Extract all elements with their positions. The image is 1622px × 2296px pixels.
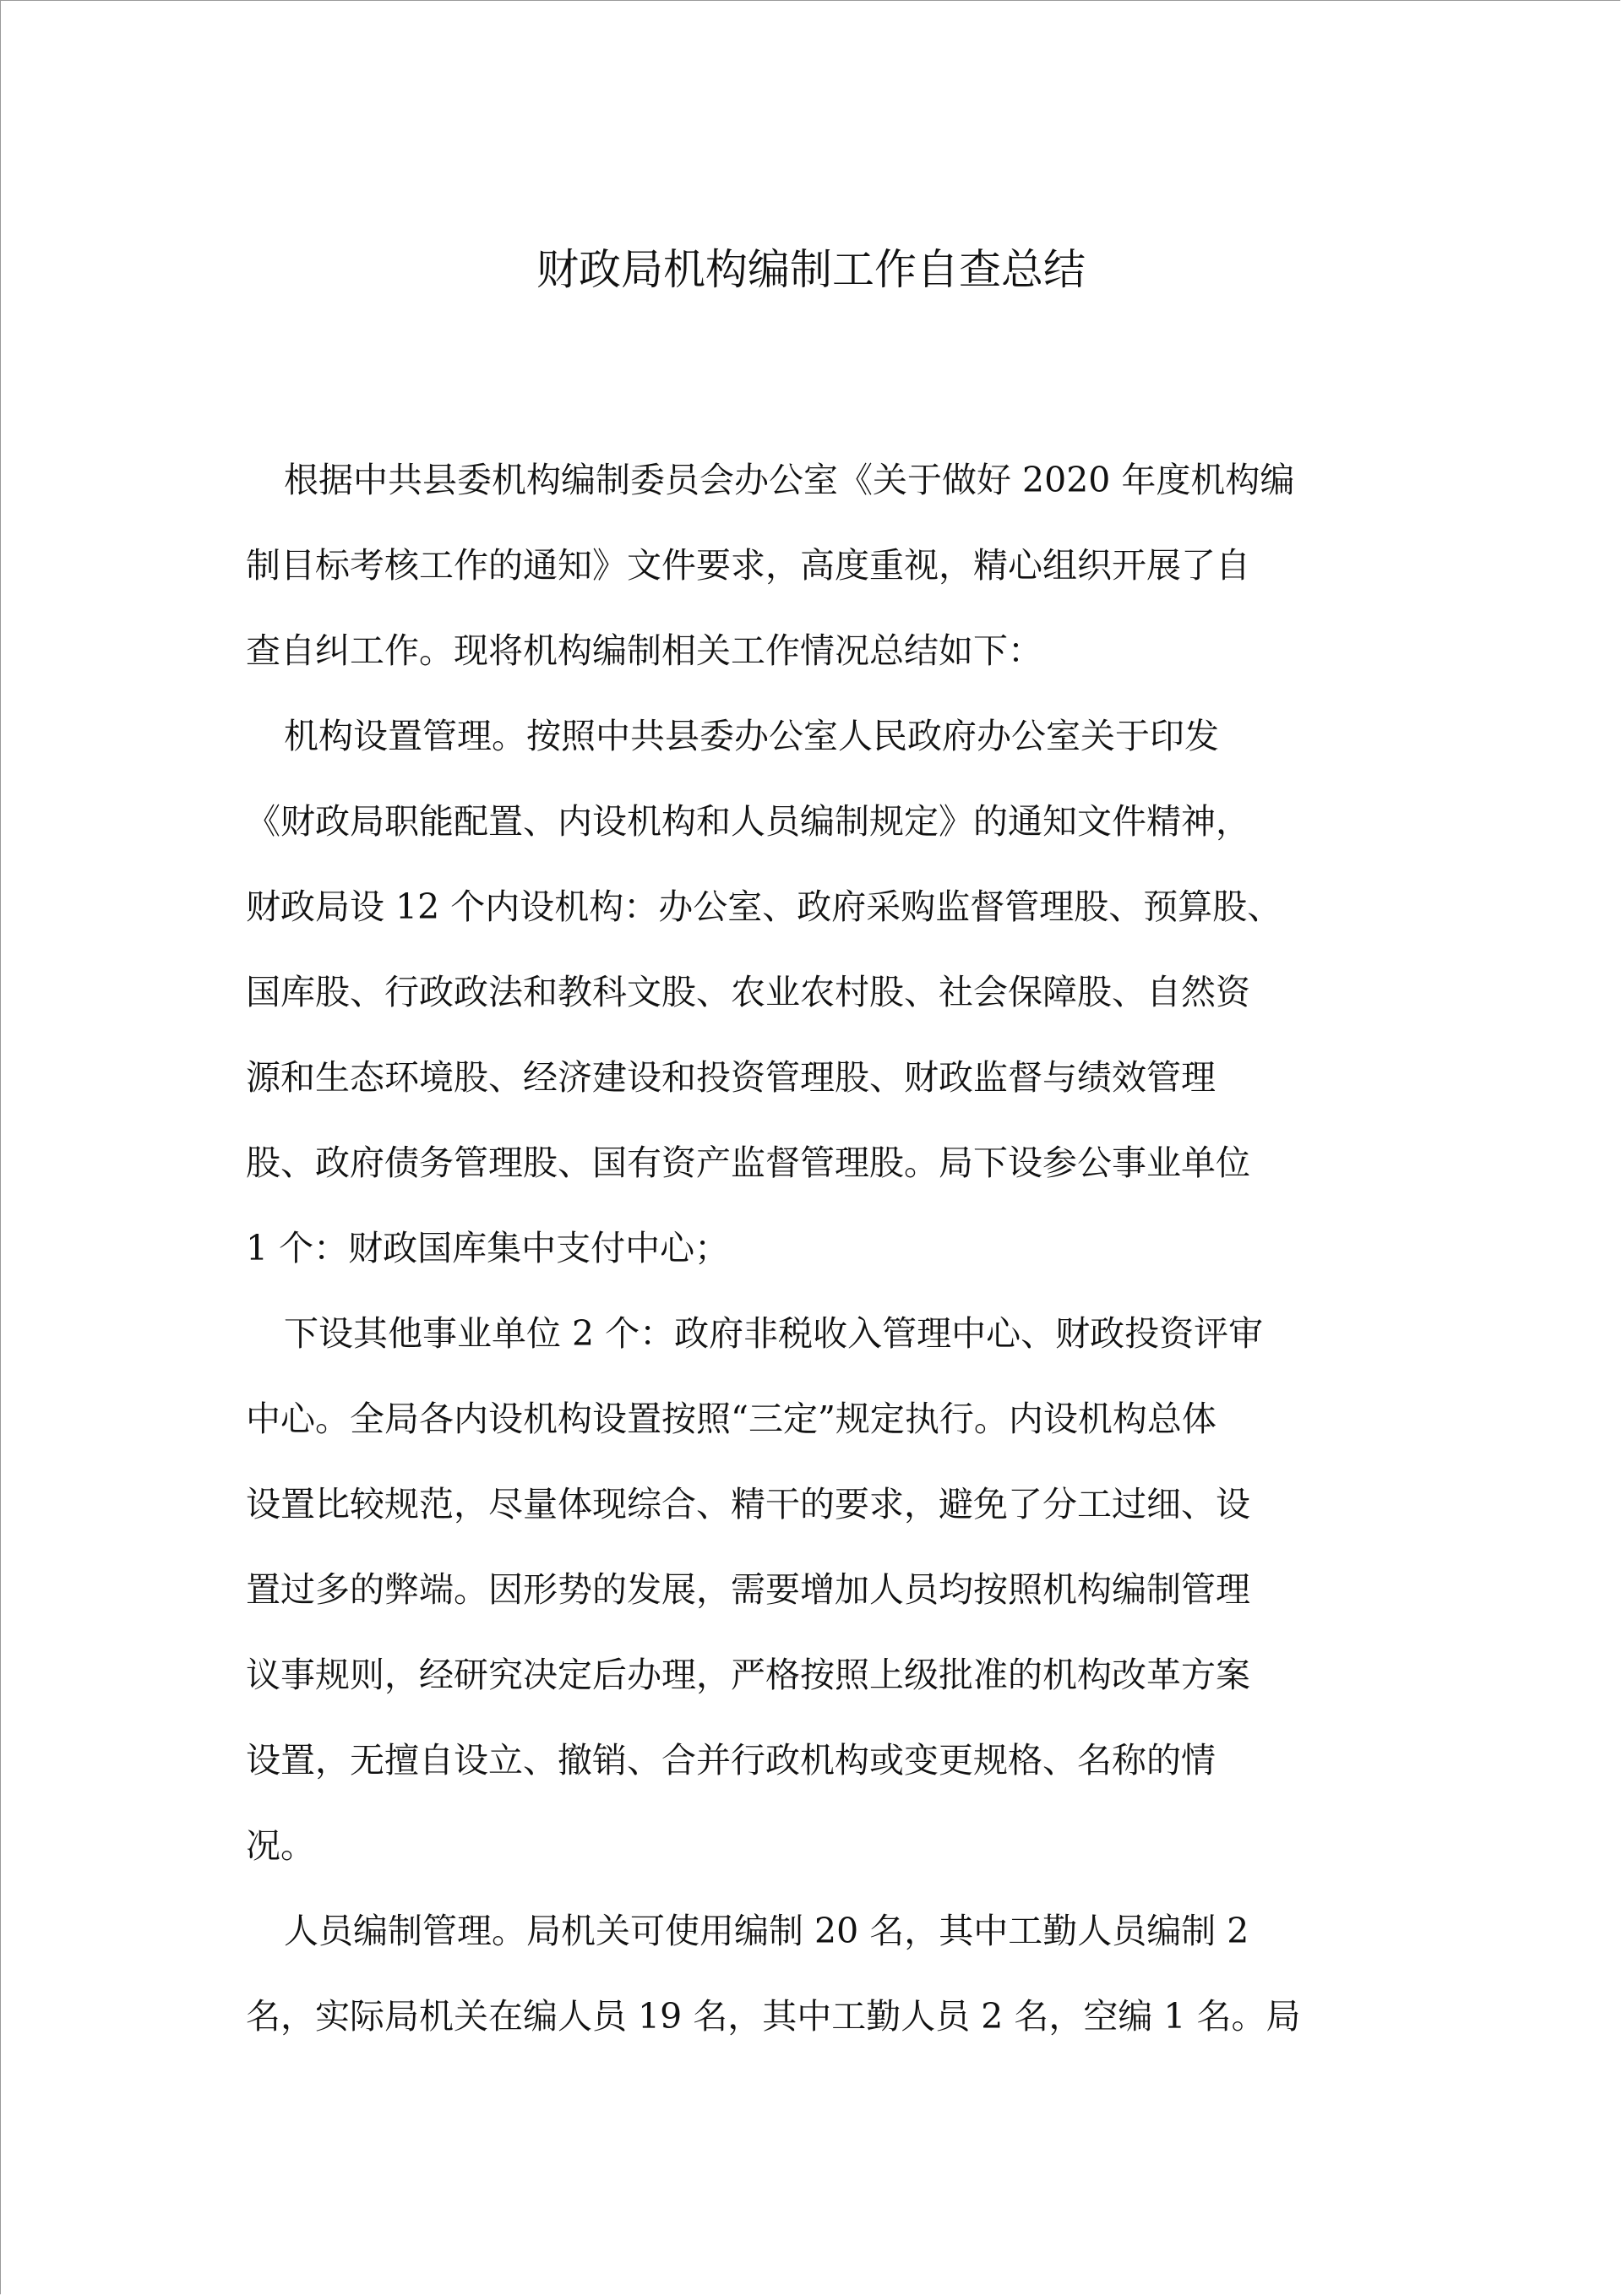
paragraph-intro <box>246 455 1378 711</box>
text-line: 议事规则，经研究决定后办理，严格按照上级批准的机构改革方案 <box>246 1655 1250 1695</box>
text-line: 财政局设 12 个内设机构：办公室、政府采购监督管理股、预算股、 <box>246 886 1282 927</box>
text-line: 国库股、行政政法和教科文股、农业农村股、社会保障股、自然资 <box>246 972 1250 1012</box>
text-line: 《财政局职能配置、内设机构和人员编制规定》的通知文件精神， <box>246 801 1250 842</box>
text-line: 设置比较规范，尽量体现综合、精干的要求，避免了分工过细、设 <box>246 1484 1250 1524</box>
text-line: 中心。全局各内设机构设置按照“三定”规定执行。内设机构总体 <box>246 1399 1216 1439</box>
text-line: 源和生态环境股、经济建设和投资管理股、财政监督与绩效管理 <box>246 1057 1216 1098</box>
text-line: 下设其他事业单位 2 个：政府非税收入管理中心、财政投资评审 <box>284 1313 1264 1354</box>
text-line: 股、政府债务管理股、国有资产监督管理股。局下设参公事业单位 <box>246 1143 1250 1183</box>
text-line: 置过多的弊端。因形势的发展，需要增加人员均按照机构编制管理 <box>246 1569 1250 1610</box>
text-line: 人员编制管理。局机关可使用编制 20 名，其中工勤人员编制 2 <box>284 1911 1249 1951</box>
text-line: 根据中共县委机构编制委员会办公室《关于做好 2020 年度机构编 <box>284 460 1295 500</box>
text-line: 名，实际局机关在编人员 19 名，其中工勤人员 2 名，空编 1 名。局 <box>246 1996 1301 2037</box>
document-body <box>246 455 1378 2076</box>
paragraph-staffing <box>246 1906 1378 2076</box>
text-line: 机构设置管理。按照中共县委办公室人民政府办公室关于印发 <box>284 716 1219 756</box>
text-line: 1 个：财政国库集中支付中心； <box>246 1228 730 1268</box>
document-title: 财政局机构编制工作自查总结 <box>536 245 1086 294</box>
paragraph-subordinate-units <box>246 1308 1378 1906</box>
text-line: 况。 <box>246 1825 315 1866</box>
text-line: 制目标考核工作的通知》文件要求，高度重视，精心组织开展了自 <box>246 545 1250 586</box>
text-line: 查自纠工作。现将机构编制相关工作情况总结如下： <box>246 630 1042 671</box>
paragraph-organization-setup <box>246 711 1378 1308</box>
text-line: 设置，无擅自设立、撤销、合并行政机构或变更规格、名称的情 <box>246 1740 1216 1781</box>
